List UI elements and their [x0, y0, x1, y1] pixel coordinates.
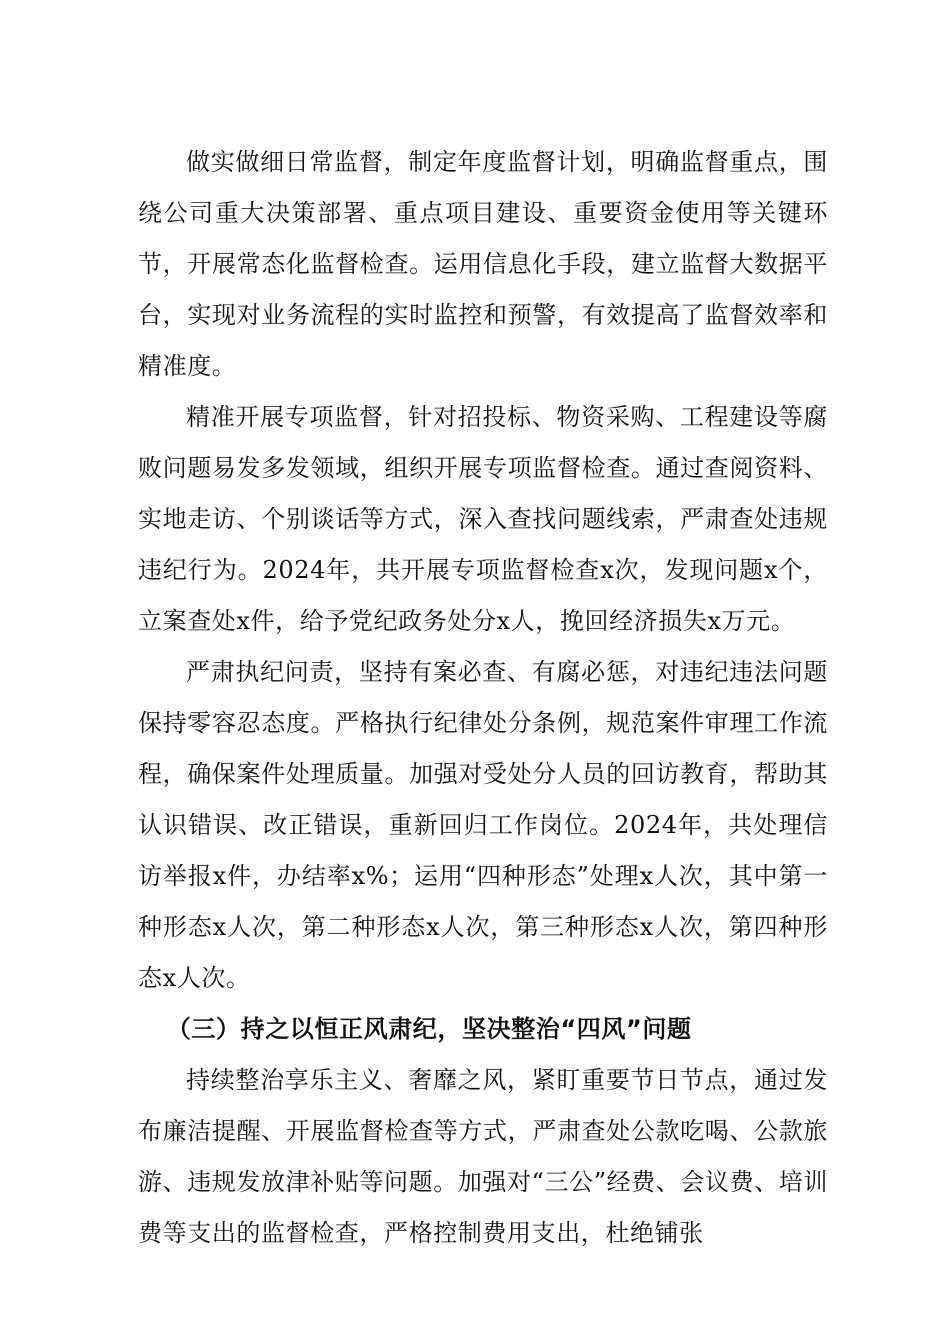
- section-heading-four-winds: （三）持之以恒正风肃纪，坚决整治“四风”问题: [166, 1015, 692, 1043]
- paragraph-daily-supervision: 做实做细日常监督，制定年度监督计划，明确监督重点，围绕公司重大决策部署、重点项目建设、重要资金使用等关键环节，开展常态化监督检查。运用信息化手段，建立监督大数据平台，实现对业务流程的实时监控和预警，有效提高了监督效率和精准度。: [138, 148, 828, 380]
- paragraph-special-supervision: 精准开展专项监督，针对招投标、物资采购、工程建设等腐败问题易发多发领域，组织开展专项监督检查。通过查阅资料、实地走访、个别谈话等方式，深入查找问题线索，严肃查处违规违纪行为。2024年，共开展专项监督检查x次，发现问题x个，立案查处x件，给予党纪政务处分x人，挽回经济损失x万元。: [138, 403, 828, 635]
- paragraph-discipline-accountability: 严肃执纪问责，坚持有案必查、有腐必惩，对违纪违法问题保持零容忍态度。严格执行纪律处分条例，规范案件审理工作流程，确保案件处理质量。加强对受处分人员的回访教育，帮助其认识错误、改正错误，重新回归工作岗位。2024年，共处理信访举报x件，办结率x%；运用“四种形态”处理x人次，其中第一种形态x人次，第二种形态x人次，第三种形态x人次，第四种形态x人次。: [138, 658, 828, 992]
- paragraph-four-winds-rectification: 持续整治享乐主义、奢靡之风，紧盯重要节日节点，通过发布廉洁提醒、开展监督检查等方式，严肃查处公款吃喝、公款旅游、违规发放津补贴等问题。加强对“三公”经费、会议费、培训费等支出的监督检查，严格控制费用支出，杜绝铺张: [138, 1066, 828, 1247]
- document-body: [138, 137, 828, 1259]
